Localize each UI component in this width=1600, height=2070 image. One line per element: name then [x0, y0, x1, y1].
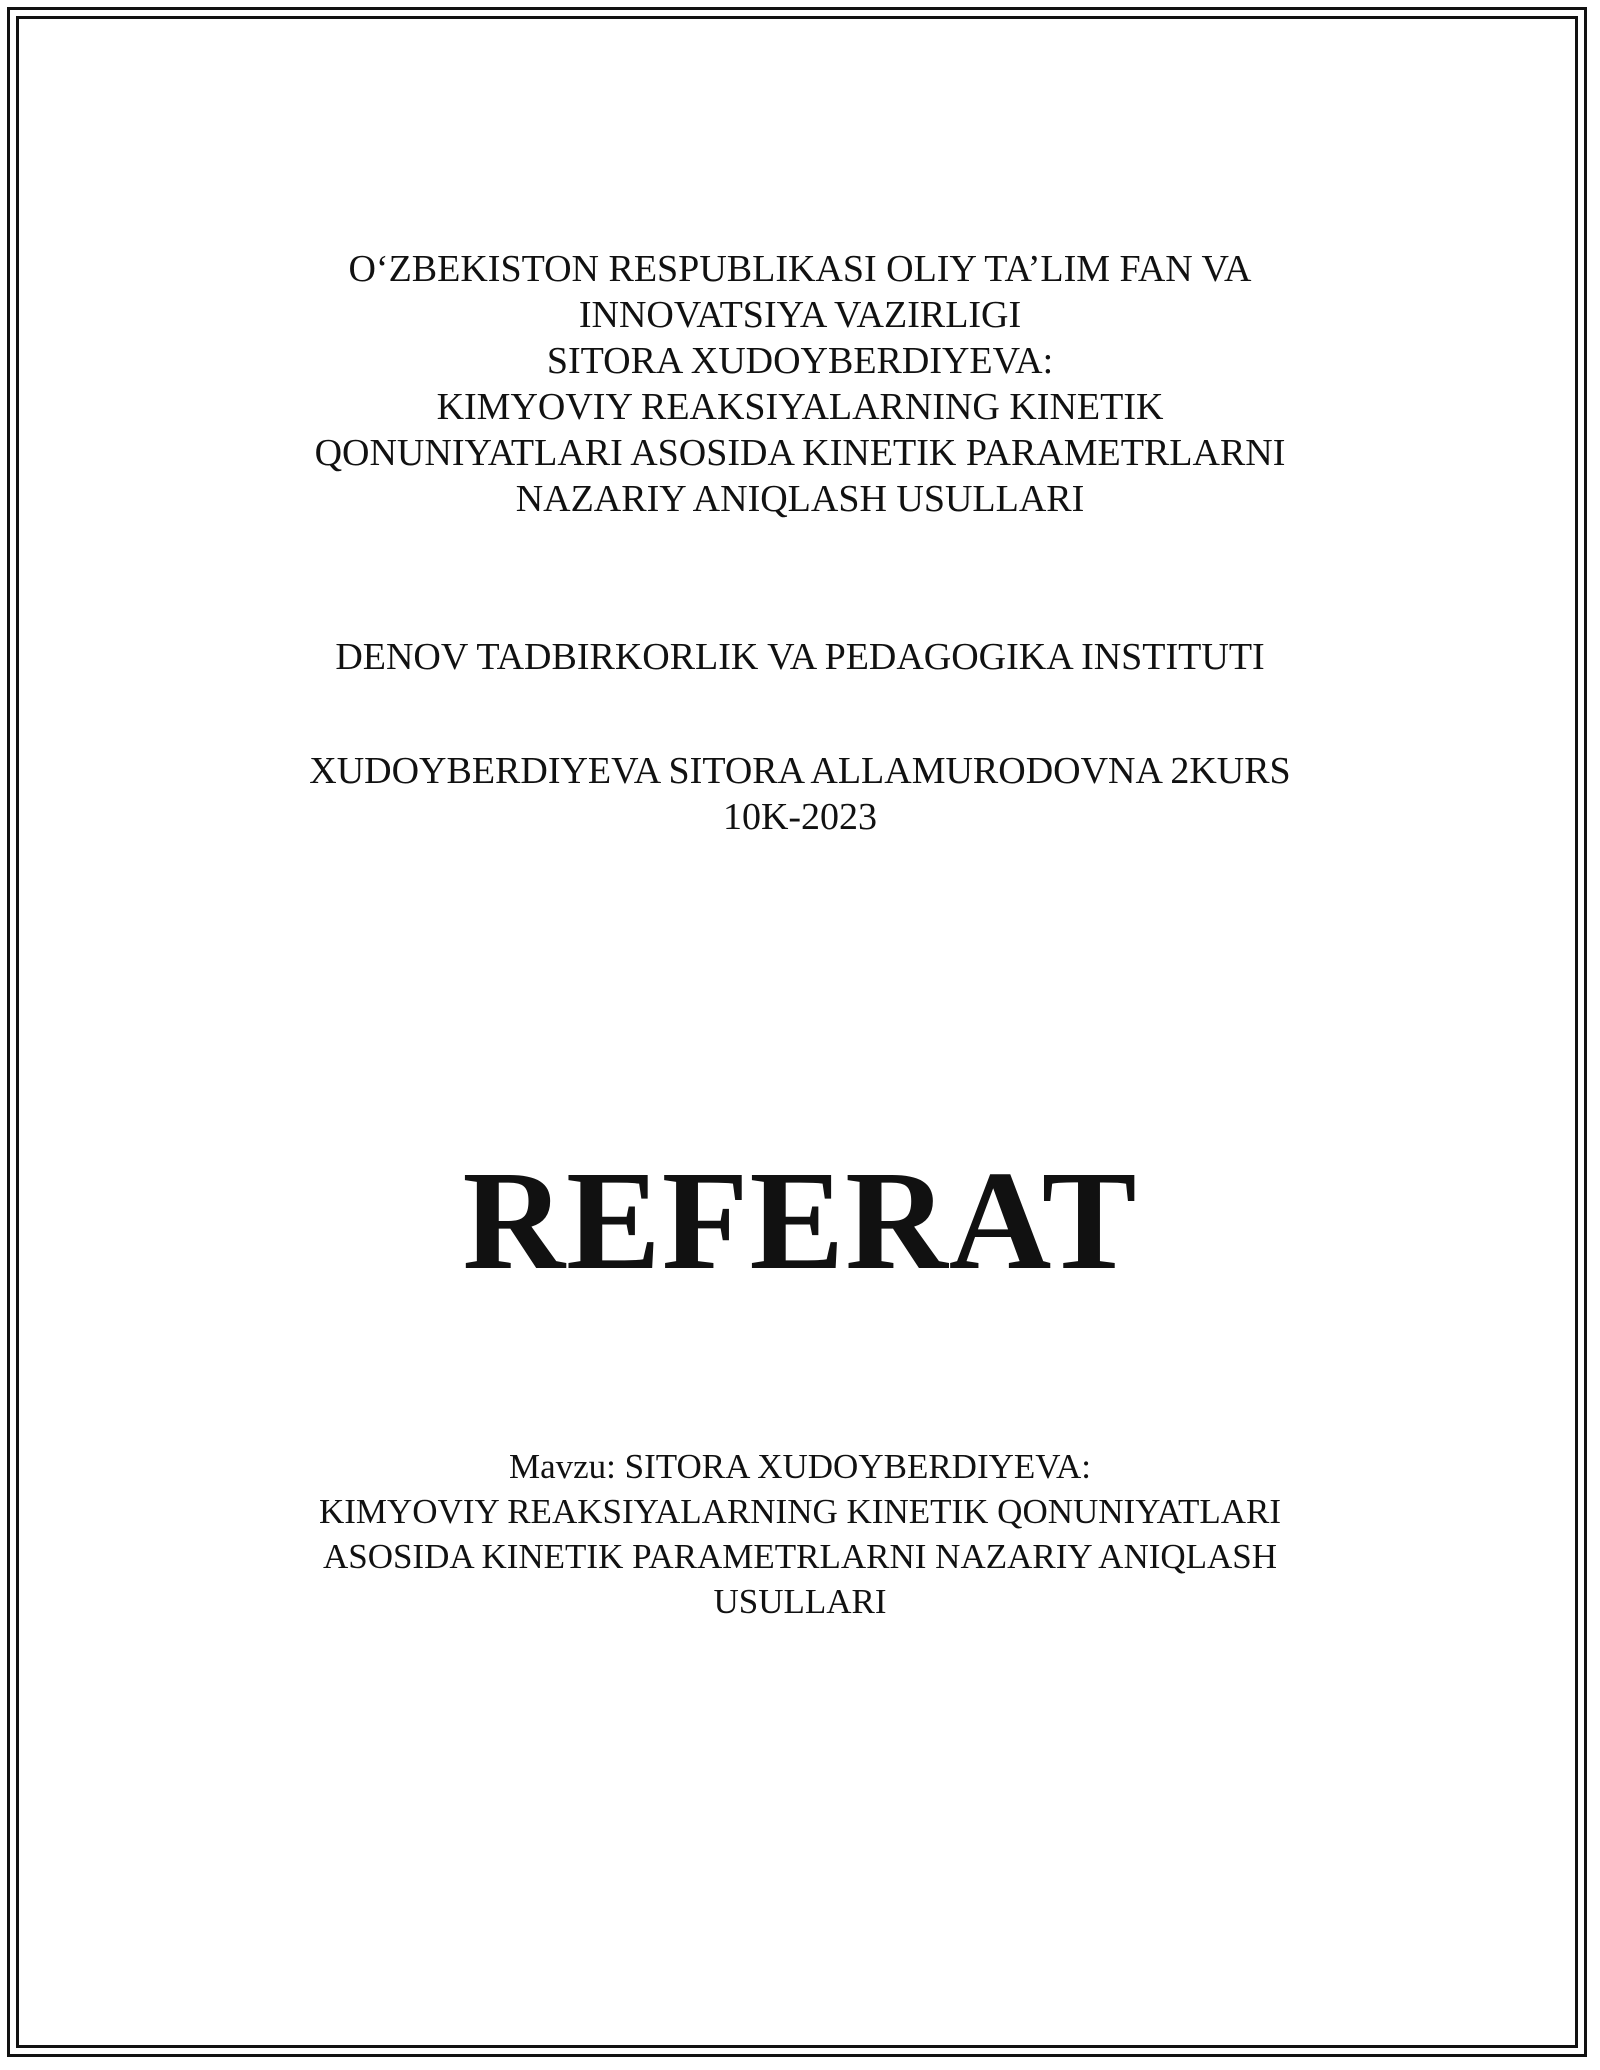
institute-line: DENOV TADBIRKORLIK VA PEDAGOGIKA INSTITUTI — [335, 636, 1265, 678]
student-group-line: 10K-2023 — [722, 796, 878, 838]
document-title: REFERAT — [462, 1141, 1138, 1299]
header-line: SITORA XUDOYBERDIYEVA: — [546, 340, 1054, 382]
header-line: INNOVATSIYA VAZIRLIGI — [578, 294, 1022, 336]
ministry-header — [0, 246, 1600, 522]
topic-line: Mavzu: SITORA XUDOYBERDIYEVA: — [508, 1447, 1092, 1486]
header-line: NAZARIY ANIQLASH USULLARI — [515, 478, 1085, 520]
institute-name — [0, 634, 1600, 680]
topic-line: USULLARI — [713, 1582, 887, 1621]
topic-line: ASOSIDA KINETIK PARAMETRLARNI NAZARIY ANIQLASH — [322, 1537, 1278, 1576]
student-name-line: XUDOYBERDIYEVA SITORA ALLAMURODOVNA 2KURS — [309, 750, 1291, 792]
header-line: QONUNIYATLARI ASOSIDA KINETIK PARAMETRLARNI — [314, 432, 1286, 474]
header-line: KIMYOVIY REAKSIYALARNING KINETIK — [436, 386, 1164, 428]
topic-line: KIMYOVIY REAKSIYALARNING KINETIK QONUNIYATLARI — [318, 1492, 1282, 1531]
header-line: O‘ZBEKISTON RESPUBLIKASI OLIY TA’LIM FAN VA — [348, 248, 1252, 290]
topic-section — [0, 1444, 1600, 1624]
student-info — [0, 748, 1600, 840]
